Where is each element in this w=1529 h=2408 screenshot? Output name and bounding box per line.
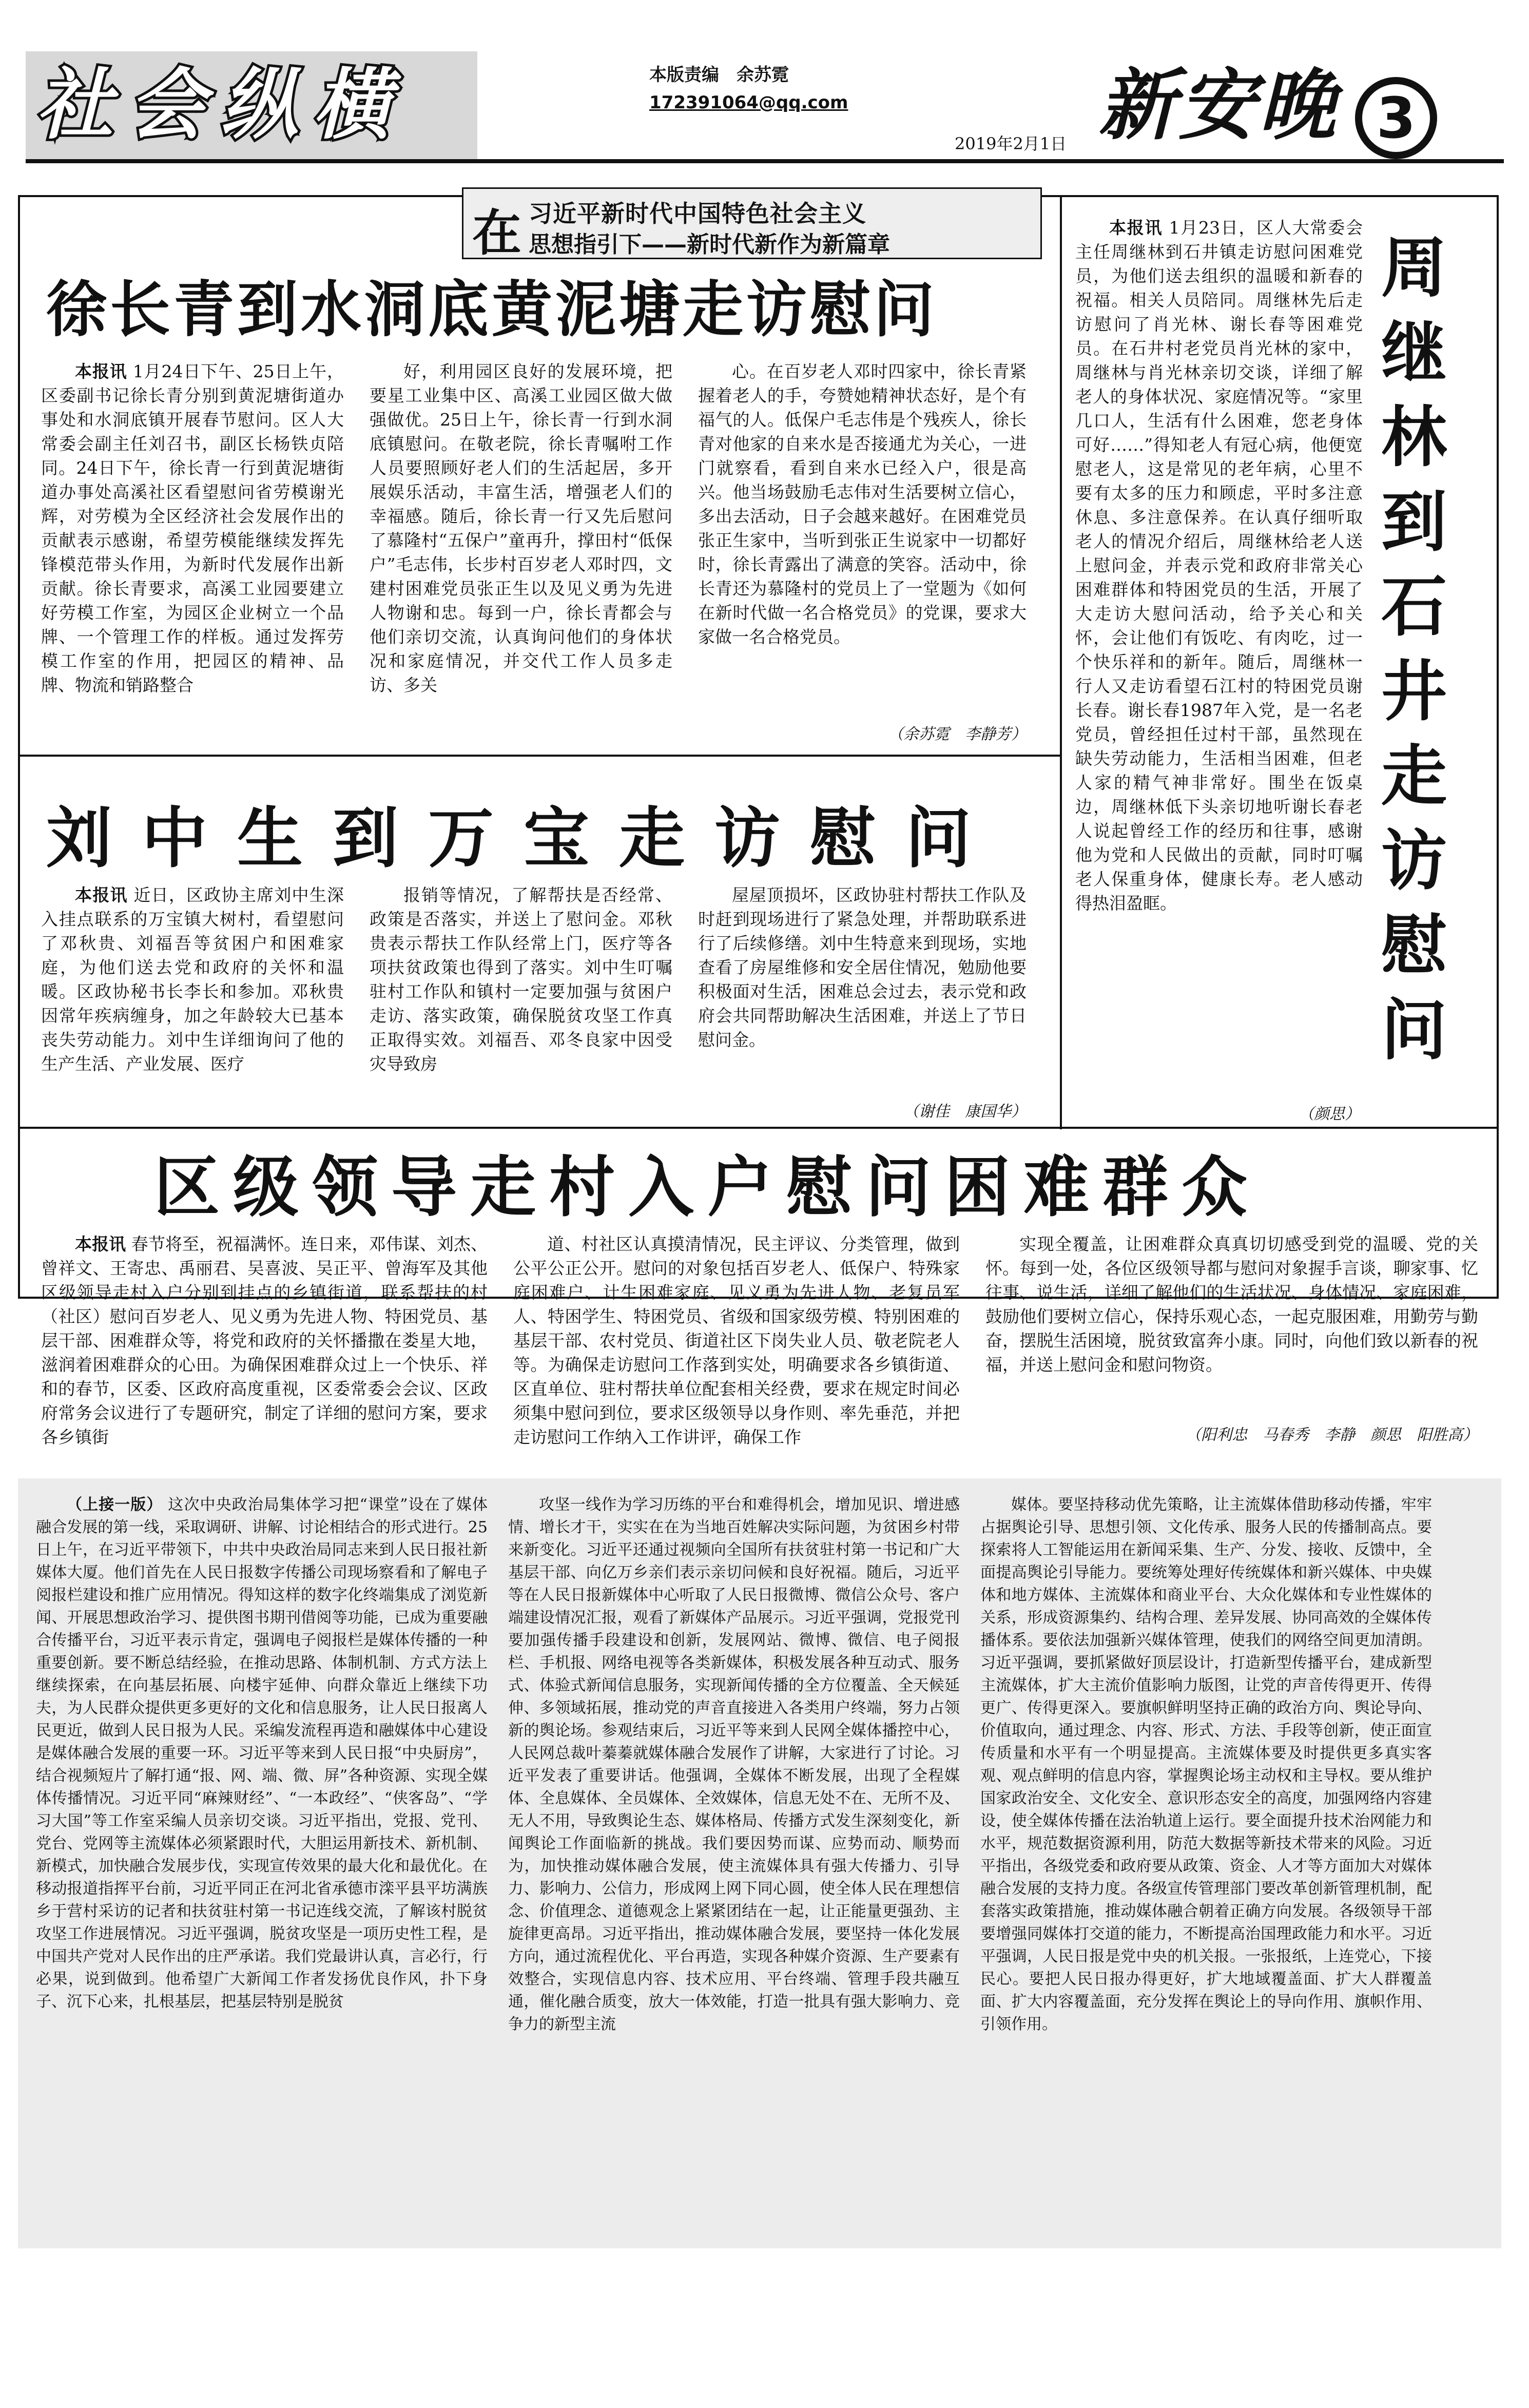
section-title: 社会纵横 [36,61,406,150]
editor-credit: 本版责编 余苏霓 [649,65,789,85]
article-divider [18,1127,1499,1129]
article-byline: （谢佳 康国华） [903,1103,1027,1121]
article-column: 报销等情况，了解帮扶是否经常、政策是否落实，并送上了慰问金。邓秋贵表示帮扶工作队经常上门，医疗等各项扶贫政策也得到了落实。刘中生叮嘱驻村工作队和镇村一定要加强与贫困户走访、落实政策，确保脱贫攻坚工作真正取得实效。刘福吾、邓冬良家中因受灾导致房 [370,885,672,1074]
article-column: 心。在百岁老人邓时四家中，徐长青紧握着老人的手，夸赞她精神状态好，是个有福气的人。低保户毛志伟是个残疾人，徐长青对他家的自来水是否接通尤为关心，一进门就察看，看到自来水已经入户，很是高兴。他当场鼓励毛志伟对生活要树立信心，多出去活动，日子会越来越好。在困难党员张正生家中，当听到张正生说家中一切都好时，徐长青露出了满意的笑容。活动中，徐长青还为慕隆村的党员上了一堂题为《如何在新时代做一名合格党员》的党课，要求大家做一名合格党员。 [698,361,1027,647]
column-divider [1060,195,1062,1129]
article-text: 这次中央政治局集体学习把“课堂”设在了媒体融合发展的第一线，采取调研、讲解、讨论相结合的形式进行。25日上午，在习近平带领下，中共中央政治局同志来到人民日报社新媒体大厦。他们首先在人民日报数字传播公司现场察看和了解电子阅报栏建设和推广应用情况。得知这样的数字化终端集成了浏览新闻、开展思想政治学习、提供图书期刊借阅等功能，已成为重要融合传播平台，习近平表示肯定，强调电子阅报栏是媒体传播的一种重要创新。要不断总结经验，在推动思路、体制机制、方式方法上继续探索，在向基层拓展、向楼宇延伸、向群众靠近上继续下功夫，为人民群众提供更多更好的文化和信息服务，让人民日报离人民更近，做到人民日报为人民。采编发流程再造和融媒体中心建设是媒体融合发展的重要一环。习近平等来到人民日报“中央厨房”，结合视频短片了解打通“报、网、端、微、屏”各种资源、实现全媒体传播情况。习近平同“麻辣财经”、“一本政经”、“侠客岛”、“学习大国”等工作室采编人员亲切交谈。习近平指出，党报、党刊、党台、党网等主流媒体必须紧跟时代，大胆运用新技术、新机制、新模式，加快融合发展步伐，实现宣传效果的最大化和最优化。在移动报道指挥平台前，习近平同正在河北省承德市滦平县平坊满族乡于营村采访的记者和扶贫驻村第一书记连线交流，了解该村脱贫攻坚工作进展情况。习近平强调，脱贫攻坚是一项历史性工程，是中国共产党对人民作出的庄严承诺。我们党最讲认真，言必行，行必果，说到做到。他希望广大新闻工作者发扬优良作风，扑下身子、沉下心来，扎根基层，把基层特别是脱贫 [36,1496,488,2011]
article-byline: （阳利忠 马春秀 李静 颜思 阳胜高） [1186,1426,1478,1444]
article-headline: 区级领导走村入户慰问困难群众 [154,1149,1261,1226]
article-text: 1月24日下午、25日上午，区委副书记徐长青分别到黄泥塘街道办事处和水洞底镇开展春节慰问。区人大常委会副主任刘召书，副区长杨铁贞陪同。24日下午，徐长青一行到黄泥塘街道办事处高溪社区看望慰问省劳模谢光辉，对劳模为全区经济社会发展作出的贡献表示感谢，希望劳模能继续发挥先锋模范带头作用，为新时代发展作出新贡献。徐长青要求，高溪工业园要建立好劳模工作室，为园区企业树立一个品牌、一个管理工作的样板。通过发挥劳模工作室的作用，把园区的精神、品牌、物流和销路整合 [41,361,344,695]
article-column [41,1232,488,1448]
dateline: 本报讯 [75,1234,126,1254]
article-text: 1月23日，区人大常委会主任周继林到石井镇走访慰问困难党员，为他们送去组织的温暖和新春的祝福。相关人员陪同。周继林先后走访慰问了肖光林、谢长春等困难党员。在石井村老党员肖光林的家中，周继林与肖光林亲切交谈，详细了解老人的身体状况、家庭情况等。“家里几口人，生活有什么困难，您老身体可好……”得知老人有冠心病，他便宽慰老人，这是常见的老年病，心里不要有太多的压力和顾虑，平时多注意休息、多注意保养。在认真仔细听取老人的情况介绍后，周继林给老人送上慰问金，并表示党和政府非常关心困难群体和特困党员的生活，开展了大走访大慰问活动，给予关心和关怀，会让他们有饭吃、有肉吃，过一个快乐祥和的新年。随后，周继林一行人又走访看望石江村的特困党员谢长春。谢长春1987年入党，是一名老党员，曾经担任过村干部，虽然现在缺失劳动能力，生活相当困难，但老人家的精气神非常好。围坐在饭桌边，周继林低下头亲切地听谢长春老人说起曾经工作的经历和往事，感谢他为党和人民做出的贡献，同时叮嘱老人保重身体，健康长寿。老人感动得热泪盈眶。 [1075,218,1363,913]
article-column: 屋屋顶损坏，区政协驻村帮扶工作队及时赶到现场进行了紧急处理，并帮助联系进行了后续修缮。刘中生特意来到现场，实地查看了房屋维修和安全居住情况，勉励他要积极面对生活，困难总会过去，表示党和政府会共同帮助解决生活困难，并送上了节日慰问金。 [698,885,1027,1050]
dateline: 本报讯 [75,885,128,905]
article-column: 道、村社区认真摸清情况，民主评议、分类管理，做到公平公正公开。慰问的对象包括百岁老人、低保户、特殊家庭困难户、计生困难家庭、见义勇为先进人物、老复员军人、特困学生、特困党员、省级和国家级劳模、特别困难的基层干部、农村党员、街道社区下岗失业人员、敬老院老人等。为确保走访慰问工作落到实处，明确要求各乡镇街道、区直单位、驻村帮扶单位配套相关经费，要求在规定时间必须集中慰问到位，要求区级领导以身作则、率先垂范，并把走访慰问工作纳入工作讲评，确保工作 [513,1234,960,1447]
newspaper-logo: 新安晚 [1098,60,1339,150]
theme-line-1: 习近平新时代中国特色社会主义 [529,200,866,227]
page-number-badge: 3 [1355,77,1437,159]
header-rule [26,159,1504,163]
article-text: 春节将至，祝福满怀。连日来，邓伟谋、刘杰、曾祥文、王寄忠、禹丽君、吴喜波、吴正平、曾海军及其他区级领导走村入户分别到挂点的乡镇街道，联系帮扶的村（社区）慰问百岁老人、见义勇为先进人物、特困党员、基层干部、困难群众等，将党和政府的关怀播撒在娄星大地，滋润着困难群众的心田。为确保困难群众过上一个快乐、祥和的春节，区委、区政府高度重视，区委常委会会议、区政府常务会议进行了专题研究，制定了详细的慰问方案，要求各乡镇街 [41,1234,488,1447]
article-headline: 徐长青到水洞底黄泥塘走访慰问 [46,274,938,345]
article-divider [18,755,1061,757]
dateline: 本报讯 [1109,218,1163,238]
article-column [36,1494,488,2238]
article-column: 实现全覆盖，让困难群众真真切切感受到党的温暖、党的关怀。每到一处，各位区级领导都与慰问对象握手言谈，聊家事、忆往事、说生活，详细了解他们的生活状况、身体情况、家庭困难，鼓励他们要树立信心，保持乐观心态，一起克服困难，用勤劳与勤奋，摆脱生活困境，脱贫致富奔小康。同时，向他们致以新春的祝福，并送上慰问金和慰问物资。 [985,1234,1478,1375]
article-column: 媒体。要坚持移动优先策略，让主流媒体借助移动传播，牢牢占据舆论引导、思想引领、文化传承、服务人民的传播制高点。要探索将人工智能运用在新闻采集、生产、分发、接收、反馈中，全面提高舆论引导能力。要统筹处理好传统媒体和新兴媒体、中央媒体和地方媒体、主流媒体和商业平台、大众化媒体和专业性媒体的关系，形成资源集约、结构合理、差异发展、协同高效的全媒体传播体系。要依法加强新兴媒体管理，使我们的网络空间更加清朗。习近平强调，要抓紧做好顶层设计，打造新型传播平台，建成新型主流媒体，扩大主流价值影响力版图，让党的声音传得更开、传得更广、传得更深入。要旗帜鲜明坚持正确的政治方向、舆论导向、价值取向，通过理念、内容、形式、方法、手段等创新，使正面宣传质量和水平有一个明显提高。主流媒体要及时提供更多真实客观、观点鲜明的信息内容，掌握舆论场主动权和主导权。要从维护国家政治安全、文化安全、意识形态安全的高度，加强网络内容建设，使全媒体传播在法治轨道上运行。要全面提升技术治网能力和水平，规范数据资源利用，防范大数据等新技术带来的风险。习近平指出，各级党委和政府要从政策、资金、人才等方面加大对媒体融合发展的支持力度。各级宣传管理部门要改革创新管理机制，配套落实政策措施，推动媒体融合朝着正确方向发展。各级领导干部要增强同媒体打交道的能力，不断提高治国理政能力和水平。习近平强调，人民日报是党中央的机关报。一张报纸，上连党心，下接民心。要把人民日报办得更好，扩大地域覆盖面、扩大人群覆盖面、扩大内容覆盖面，充分发挥在舆论上的导向作用、旗帜作用、引领作用。 [980,1496,1432,2033]
article-column [41,883,344,1124]
article-text: 近日，区政协主席刘中生深入挂点联系的万宝镇大树村，看望慰问了邓秋贵、刘福吾等贫困户和困难家庭，为他们送去党和政府的关怀和温暖。区政协秘书长李长和参加。邓秋贵因常年疾病缠身，加之年龄较大已基本丧失劳动能力。刘中生详细询问了他的生产生活、产业发展、医疗 [41,885,344,1074]
article-byline: （颜思） [1299,1105,1360,1123]
continued-label: （上接一版） [67,1496,163,1514]
article-column: 攻坚一线作为学习历练的平台和难得机会，增加见识、增进感情、增长才干，实实在在为当地百姓解决实际问题，为贫困乡村带来新变化。习近平还通过视频向全国所有扶贫驻村第一书记和广大基层干部、向亿万乡亲们表示亲切问候和良好祝福。随后，习近平等在人民日报新媒体中心听取了人民日报微博、微信公众号、客户端建设情况汇报，观看了新媒体产品展示。习近平强调，党报党刊要加强传播手段建设和创新，发展网站、微博、微信、电子阅报栏、手机报、网络电视等各类新媒体，积极发展各种互动式、服务式、体验式新闻信息服务，实现新闻传播的全方位覆盖、全天候延伸、多领域拓展，推动党的声音直接进入各类用户终端，努力占领新的舆论场。参观结束后，习近平等来到人民网全媒体播控中心，人民网总裁叶蓁蓁就媒体融合发展作了讲解，大家进行了讨论。习近平发表了重要讲话。他强调，全媒体不断发展，出现了全程媒体、全息媒体、全员媒体、全效媒体，信息无处不在、无所不及、无人不用，导致舆论生态、媒体格局、传播方式发生深刻变化，新闻舆论工作面临新的挑战。我们要因势而谋、应势而动、顺势而为，加快推动媒体融合发展，使主流媒体具有强大传播力、引导力、影响力、公信力，形成网上网下同心圆，使全体人民在理想信念、价值理念、道德观念上紧紧团结在一起，让正能量更强劲、主旋律更高昂。习近平指出，推动媒体融合发展，要坚持一体化发展方向，通过流程优化、平台再造，实现各种媒介资源、生产要素有效整合，实现信息内容、技术应用、平台终端、管理手段共融互通，催化融合质变，放大一体效能，打造一批具有强大影响力、竞争力的新型主流 [508,1496,960,2033]
theme-prefix: 在 [472,204,521,262]
dateline: 本报讯 [75,361,127,381]
issue-date: 2019年2月1日 [955,134,1067,153]
theme-line-2: 思想指引下——新时代新作为新篇章 [529,232,890,258]
article-column [1075,216,1363,1099]
article-column [41,359,344,749]
article-headline: 刘中生到万宝走访慰问 [46,800,1001,877]
article-column: 好，利用园区良好的发展环境，把要星工业集中区、高溪工业园区做大做强做优。25日上午，徐长青一行到水洞底镇慰问。在敬老院，徐长青嘱咐工作人员要照顾好老人们的生活起居，多开展娱乐活动，丰富生活，增强老人们的幸福感。随后，徐长青一行又先后慰问了慕隆村“五保户”童再升，撑田村“低保户”毛志伟，长步村百岁老人邓时四，文建村困难党员张正生以及见义勇为先进人物谢和忠。每到一户，徐长青都会与他们亲切交流，认真询问他们的身体状况和家庭情况，并交代工作人员多走访、多关 [370,361,672,695]
article-byline: （余苏霓 李静芳） [888,725,1027,743]
editor-email[interactable]: 172391064@qq.com [649,92,848,113]
vertical-headline: 周继林到石井走访慰问 [1381,230,1447,1069]
